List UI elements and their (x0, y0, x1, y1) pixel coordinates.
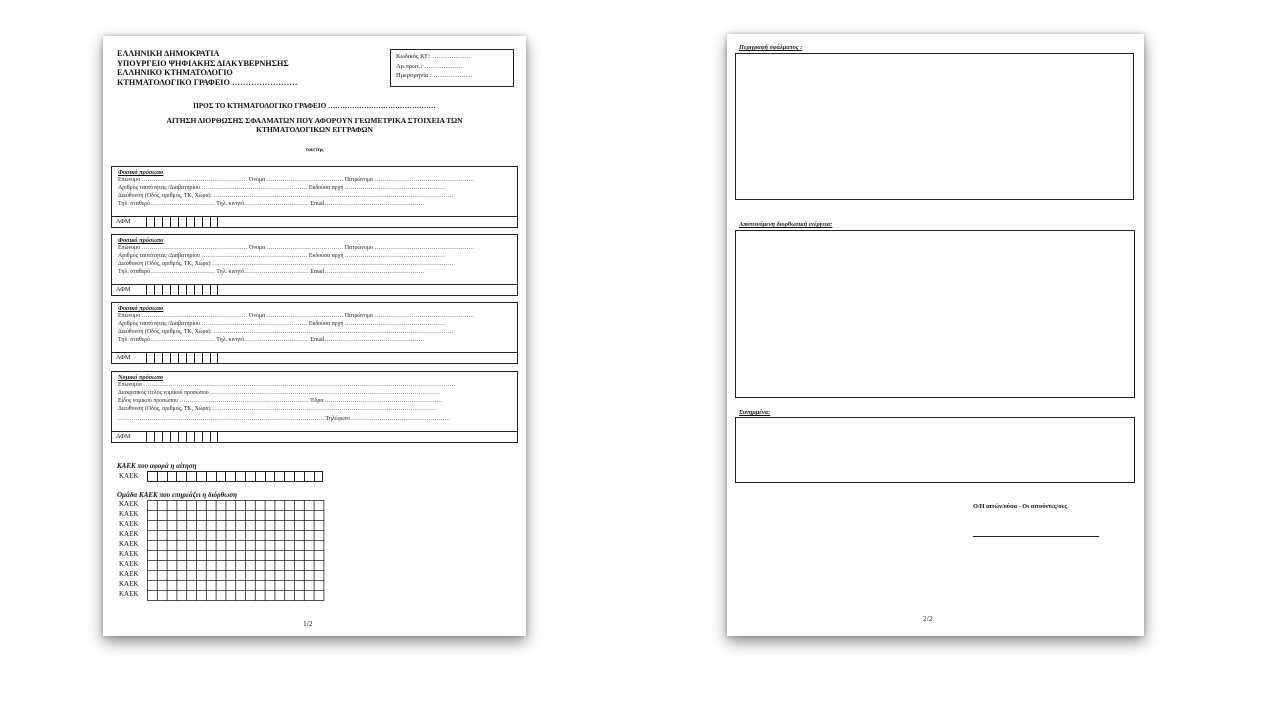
error-description-label: Περιγραφή σφάλματος : (739, 44, 803, 51)
afm-digit-grid[interactable] (146, 217, 218, 227)
kaek-request-heading: ΚΑΕΚ που αφορά η αίτηση (117, 462, 197, 470)
page-number: 1/2 (303, 619, 313, 628)
kaek-group-label: ΚΑΕΚ (119, 510, 139, 518)
form-subtitle: του/της (305, 147, 324, 153)
kaek-group-label: ΚΑΕΚ (119, 560, 139, 568)
kaek-group-label: ΚΑΕΚ (119, 580, 139, 588)
kaek-group-label: ΚΑΕΚ (119, 530, 139, 538)
natural-person-section: Φυσικό πρόσωπο Επώνυμο ……………………………………………… Όνομα ………………………………… Πατρώνυμο …………………………………………… Αριθμός ταυτότητας /Διαβατηρίου ……………………………………………… Εκδούσα αρχή …………………………………………… Διεύθυνση (Οδός, αριθμός, ΤΚ, Χώρα) …………………………………………………………………………………………………………… Τηλ. σταθερό…………………………… Τηλ. κινητό…………………………… Email…………………………………………… ΑΦΜ (111, 166, 518, 228)
kaek-group-label: ΚΑΕΚ (119, 500, 139, 508)
kaek-group-label: ΚΑΕΚ (119, 570, 139, 578)
attachments-label: Συνημμένα: (739, 409, 771, 416)
form-page-1 (103, 36, 526, 636)
kaek-group-label: ΚΑΕΚ (119, 520, 139, 528)
registry-code-box: Κωδικός ΚΓ: ……………… Αρ.πρωτ.: ……………… Ημερομηνία : ……………… (390, 49, 514, 87)
afm-digit-grid[interactable] (146, 285, 218, 295)
kaek-group-label: ΚΑΕΚ (119, 590, 139, 598)
requested-action-label: Αποτεινόμενη διορθωτική ενέργεια: (739, 221, 833, 228)
page-number: 2/2 (923, 614, 933, 623)
afm-row: ΑΦΜ (112, 352, 517, 363)
authority-header: ΕΛΛΗΝΙΚΗ ΔΗΜΟΚΡΑΤΙΑ ΥΠΟΥΡΓΕΙΟ ΨΗΦΙΑΚΗΣ ΔΙΑΚΥΒΕΡΝΗΣΗΣ ΕΛΛΗΝΙΚΟ ΚΤΗΜΑΤΟΛΟΓΙΟ ΚΤΗΜΑΤΟΛΟΓΙΚΟ ΓΡΑΦΕΙΟ …………………… (117, 49, 298, 87)
kaek-group-heading: Ομάδα ΚΑΕΚ που επηρεάζει η διόρθωση (117, 491, 237, 499)
legal-person-section: Νομικό πρόσωπο Επωνυμία …………………………………………………………………………………………………………………………………………… Διακριτικός τίτλος νομικού προσώπου ……………………………………………………………………………………………………… Είδος νομικού προσώπου ………………………………………………………… Έδρα …………………………………………………… Διεύθυνση (Οδός, αριθμός, ΤΚ, Χώρα) …………………………………………………………………………………………………… …………………………………………………………………………………………… Τηλέφωνο…………………………………………… ΑΦΜ (111, 371, 518, 443)
kaek-request-grid[interactable] (147, 471, 323, 482)
signature-line[interactable] (973, 536, 1099, 537)
form-page-2 (727, 34, 1144, 636)
afm-row: ΑΦΜ (112, 216, 517, 227)
natural-person-section: Φυσικό πρόσωπο Επώνυμο ……………………………………………… Όνομα ………………………………… Πατρώνυμο …………………………………………… Αριθμός ταυτότητας /Διαβατηρίου ……………………………………………… Εκδούσα αρχή …………………………………………… Διεύθυνση (Οδός, αριθμός, ΤΚ, Χώρα) …………………………………………………………………………………………………………… Τηλ. σταθερό…………………………… Τηλ. κινητό…………………………… Email…………………………………………… ΑΦΜ (111, 302, 518, 364)
afm-row: ΑΦΜ (112, 431, 517, 442)
attachments-box[interactable] (735, 417, 1135, 483)
signature-label: Ο/Η αιτών/ούσα - Οι αιτούντες/σες (973, 503, 1068, 510)
afm-digit-grid[interactable] (146, 432, 218, 442)
kaek-request-label: ΚΑΕΚ (119, 472, 139, 480)
requested-action-box[interactable] (735, 230, 1135, 398)
natural-person-section: Φυσικό πρόσωπο Επώνυμο ……………………………………………… Όνομα ………………………………… Πατρώνυμο …………………………………………… Αριθμός ταυτότητας /Διαβατηρίου ……………………………………………… Εκδούσα αρχή …………………………………………… Διεύθυνση (Οδός, αριθμός, ΤΚ, Χώρα) …………………………………………………………………………………………………………… Τηλ. σταθερό…………………………… Τηλ. κινητό…………………………… Email…………………………………………… ΑΦΜ (111, 234, 518, 296)
afm-digit-grid[interactable] (146, 353, 218, 363)
error-description-box[interactable] (735, 53, 1134, 200)
recipient-line: ΠΡΟΣ ΤΟ ΚΤΗΜΑΤΟΛΟΓΙΚΟ ΓΡΑΦΕΙΟ ……………………………………… (193, 102, 436, 110)
kaek-group-grid[interactable] (147, 500, 325, 602)
kaek-group-label: ΚΑΕΚ (119, 550, 139, 558)
afm-row: ΑΦΜ (112, 284, 517, 295)
kaek-group-label: ΚΑΕΚ (119, 540, 139, 548)
form-title: ΑΙΤΗΣΗ ΔΙΟΡΘΩΣΗΣ ΣΦΑΛΜΑΤΩΝ ΠΟΥ ΑΦΟΡΟΥΝ ΓΕΩΜΕΤΡΙΚΑ ΣΤΟΙΧΕΙΑ ΤΩΝ ΚΤΗΜΑΤΟΛΟΓΙΚΩΝ ΕΓΓΡΑΦΩΝ (166, 116, 463, 134)
